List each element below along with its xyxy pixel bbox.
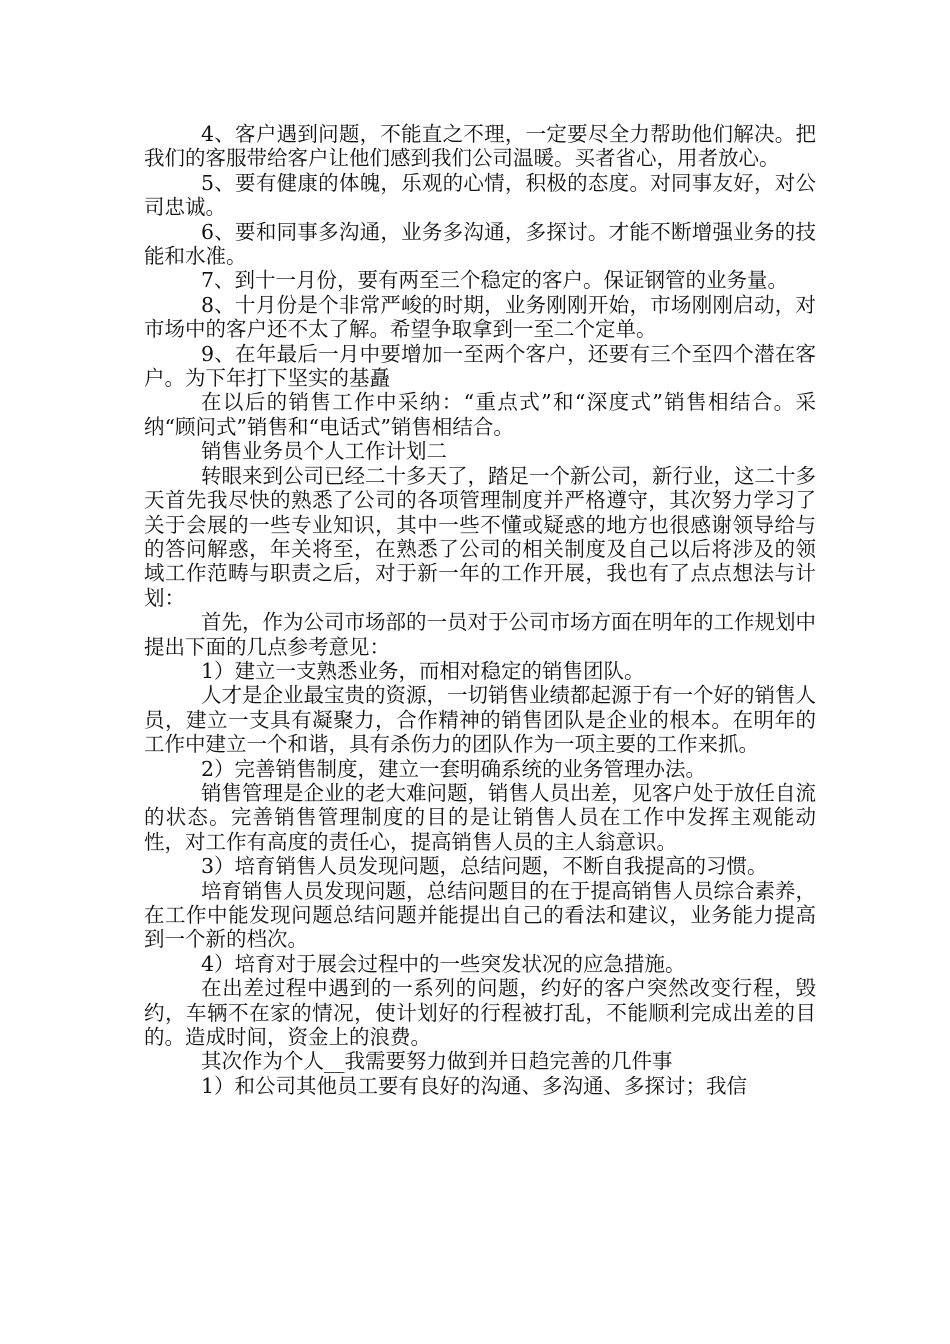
paragraph-second: 其次作为个人__我需要努力做到并日趋完善的几件事 <box>201 1049 673 1074</box>
document-body <box>144 122 816 1098</box>
list-item-emergency: 4）培育对于展会过程中的一些突发状况的应急措施。 <box>201 951 686 976</box>
list-item-team: 1）建立一支熟悉业务，而相对稳定的销售团队。 <box>201 658 645 683</box>
paragraph-item-6: 6、要和同事多沟通，业务多沟通，多探讨。才能不断增强业务的技能和水准。 <box>144 219 816 269</box>
paragraph-sales-method: 在以后的销售工作中采纳：“重点式”和“深度式”销售相结合。采纳“顾问式”销售和“电话式”销售相结合。 <box>144 390 816 439</box>
paragraph-item-5: 5、要有健康的体魄，乐观的心情，积极的态度。对同事友好，对公司忠诚。 <box>144 170 816 220</box>
paragraph-item-7: 7、到十一月份，要有两至三个稳定的客户。保证钢管的业务量。 <box>201 268 789 293</box>
paragraph-intro: 转眼来到公司已经二十多天了，踏足一个新公司，新行业，这二十多天首先我尽快的熟悉了公司的各项管理制度并严格遵守，其次努力学习了关于会展的一些专业知识，其中一些不懂或疑惑的地方也很感谢领导给与的答问解惑，年关将至，在熟悉了公司的相关制度及自己以后将涉及的领域工作范畴与职责之后，对于新一年的工作开展，我也有了点点想法与计划： <box>144 463 816 610</box>
paragraph-first: 首先，作为公司市场部的一员对于公司市场方面在明年的工作规划中提出下面的几点参考意见： <box>144 610 816 659</box>
paragraph-emergency: 在出差过程中遇到的一系列的问题，约好的客户突然改变行程，毁约，车辆不在家的情况，使计划好的行程被打乱，不能顺利完成出差的目的。造成时间，资金上的浪费。 <box>144 976 816 1050</box>
paragraph-team: 人才是企业最宝贵的资源，一切销售业绩都起源于有一个好的销售人员，建立一支具有凝聚力，合作精神的销售团队是企业的根本。在明年的工作中建立一个和谐，具有杀伤力的团队作为一项主要的工作来抓。 <box>144 683 816 757</box>
paragraph-item-9: 9、在年最后一月中要增加一至两个客户，还要有三个至四个潜在客户。为下年打下坚实的基矗 <box>144 341 816 391</box>
list-item-system: 2）完善销售制度，建立一套明确系统的业务管理办法。 <box>201 756 707 781</box>
paragraph-habit: 培育销售人员发现问题，总结问题目的在于提高销售人员综合素养，在工作中能发现问题总结问题并能提出自己的看法和建议，业务能力提高到一个新的档次。 <box>144 878 816 952</box>
list-item-communication: 1）和公司其他员工要有良好的沟通、多沟通、多探讨；我信 <box>201 1073 748 1098</box>
paragraph-system: 销售管理是企业的老大难问题，销售人员出差，见客户处于放任自流的状态。完善销售管理制度的目的是让销售人员在工作中发挥主观能动性，对工作有高度的责任心，提高销售人员的主人翁意识。 <box>144 780 816 854</box>
paragraph-item-8: 8、十月份是个非常严峻的时期，业务刚刚开始，市场刚刚启动，对市场中的客户还不太了解。希望争取拿到一至二个定单。 <box>144 292 816 342</box>
list-item-habit: 3）培育销售人员发现问题，总结问题，不断自我提高的习惯。 <box>201 854 768 879</box>
section-heading: 销售业务员个人工作计划二 <box>201 439 447 464</box>
paragraph-item-4: 4、客户遇到问题，不能直之不理，一定要尽全力帮助他们解决。把我们的客服带给客户让他们感到我们公司温暖。买者省心，用者放心。 <box>144 122 816 171</box>
